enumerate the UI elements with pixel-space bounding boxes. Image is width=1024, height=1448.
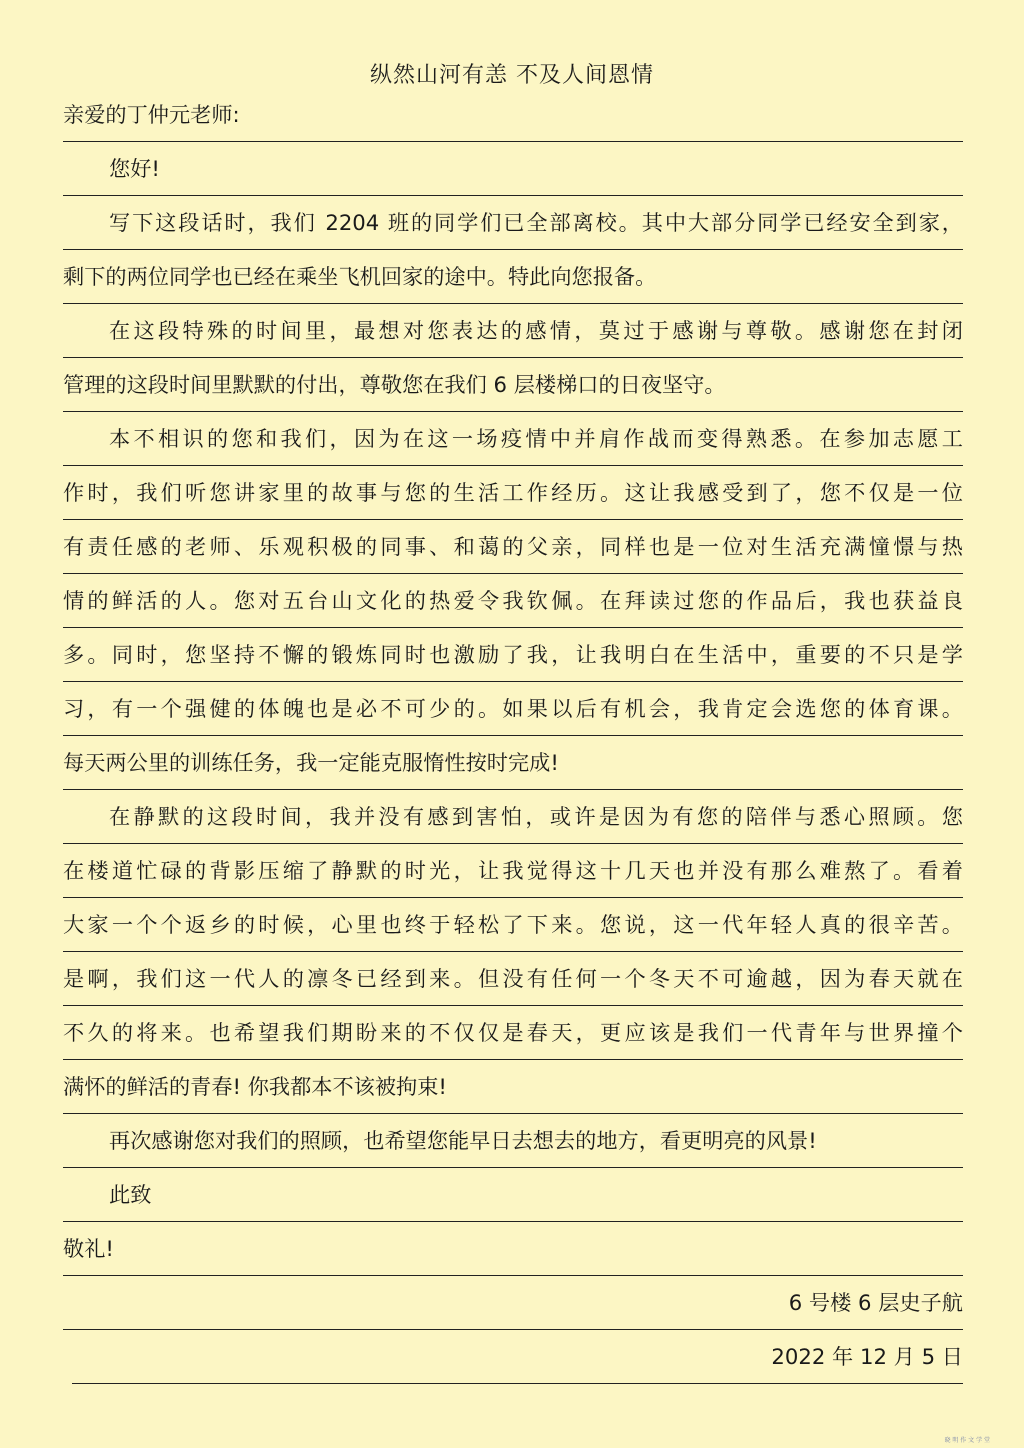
- paragraph-1-line-1: 写下这段话时，我们 2204 班的同学们已全部离校。其中大部分同学已经安全到家，: [63, 196, 963, 250]
- paragraph-3-line-6: 习，有一个强健的体魄也是必不可少的。如果以后有机会，我肯定会选您的体育课。: [63, 682, 963, 736]
- paragraph-4-line-2: 在楼道忙碌的背影压缩了静默的时光，让我觉得这十几天也并没有那么难熬了。看着: [63, 844, 963, 898]
- closing-line: 此致: [63, 1168, 963, 1222]
- paragraph-3-line-2: 作时，我们听您讲家里的故事与您的生活工作经历。这让我感受到了，您不仅是一位: [63, 466, 963, 520]
- paragraph-3-line-7: 每天两公里的训练任务，我一定能克服惰性按时完成!: [63, 736, 963, 790]
- greeting-line: 您好!: [63, 142, 963, 196]
- paragraph-3-line-1: 本不相识的您和我们，因为在这一场疫情中并肩作战而变得熟悉。在参加志愿工: [63, 412, 963, 466]
- paragraph-3-line-3: 有责任感的老师、乐观积极的同事、和蔼的父亲，同样也是一位对生活充满憧憬与热: [63, 520, 963, 574]
- paragraph-4-line-5: 不久的将来。也希望我们期盼来的不仅仅是春天，更应该是我们一代青年与世界撞个: [63, 1006, 963, 1060]
- paragraph-5-line-1: 再次感谢您对我们的照顾，也希望您能早日去想去的地方，看更明亮的风景!: [63, 1114, 963, 1168]
- paragraph-3-line-4: 情的鲜活的人。您对五台山文化的热爱令我钦佩。在拜读过您的作品后，我也获益良: [63, 574, 963, 628]
- watermark: 晓 明 作 文 学 堂: [944, 1437, 990, 1444]
- paragraph-4-line-4: 是啊，我们这一代人的凛冬已经到来。但没有任何一个冬天不可逾越，因为春天就在: [63, 952, 963, 1006]
- paragraph-4-line-3: 大家一个个返乡的时候，心里也终于轻松了下来。您说，这一代年轻人真的很辛苦。: [63, 898, 963, 952]
- date-line: 2022 年 12 月 5 日: [72, 1330, 963, 1384]
- paragraph-1-line-2: 剩下的两位同学也已经在乘坐飞机回家的途中。特此向您报备。: [63, 250, 963, 304]
- paragraph-3-line-5: 多。同时，您坚持不懈的锻炼同时也激励了我，让我明白在生活中，重要的不只是学: [63, 628, 963, 682]
- regards-line: 敬礼!: [63, 1222, 963, 1276]
- paragraph-4-line-1: 在静默的这段时间，我并没有感到害怕，或许是因为有您的陪伴与悉心照顾。您: [63, 790, 963, 844]
- signature-line: 6 号楼 6 层史子航: [63, 1276, 963, 1330]
- salutation-line: 亲爱的丁仲元老师:: [63, 88, 963, 142]
- paragraph-2-line-1: 在这段特殊的时间里，最想对您表达的感情，莫过于感谢与尊敬。感谢您在封闭: [63, 304, 963, 358]
- paragraph-2-line-2: 管理的这段时间里默默的付出，尊敬您在我们 6 层楼梯口的日夜坚守。: [63, 358, 963, 412]
- paragraph-4-line-6: 满怀的鲜活的青春! 你我都本不该被拘束!: [63, 1060, 963, 1114]
- letter-title: 纵然山河有恙 不及人间恩情: [370, 63, 654, 88]
